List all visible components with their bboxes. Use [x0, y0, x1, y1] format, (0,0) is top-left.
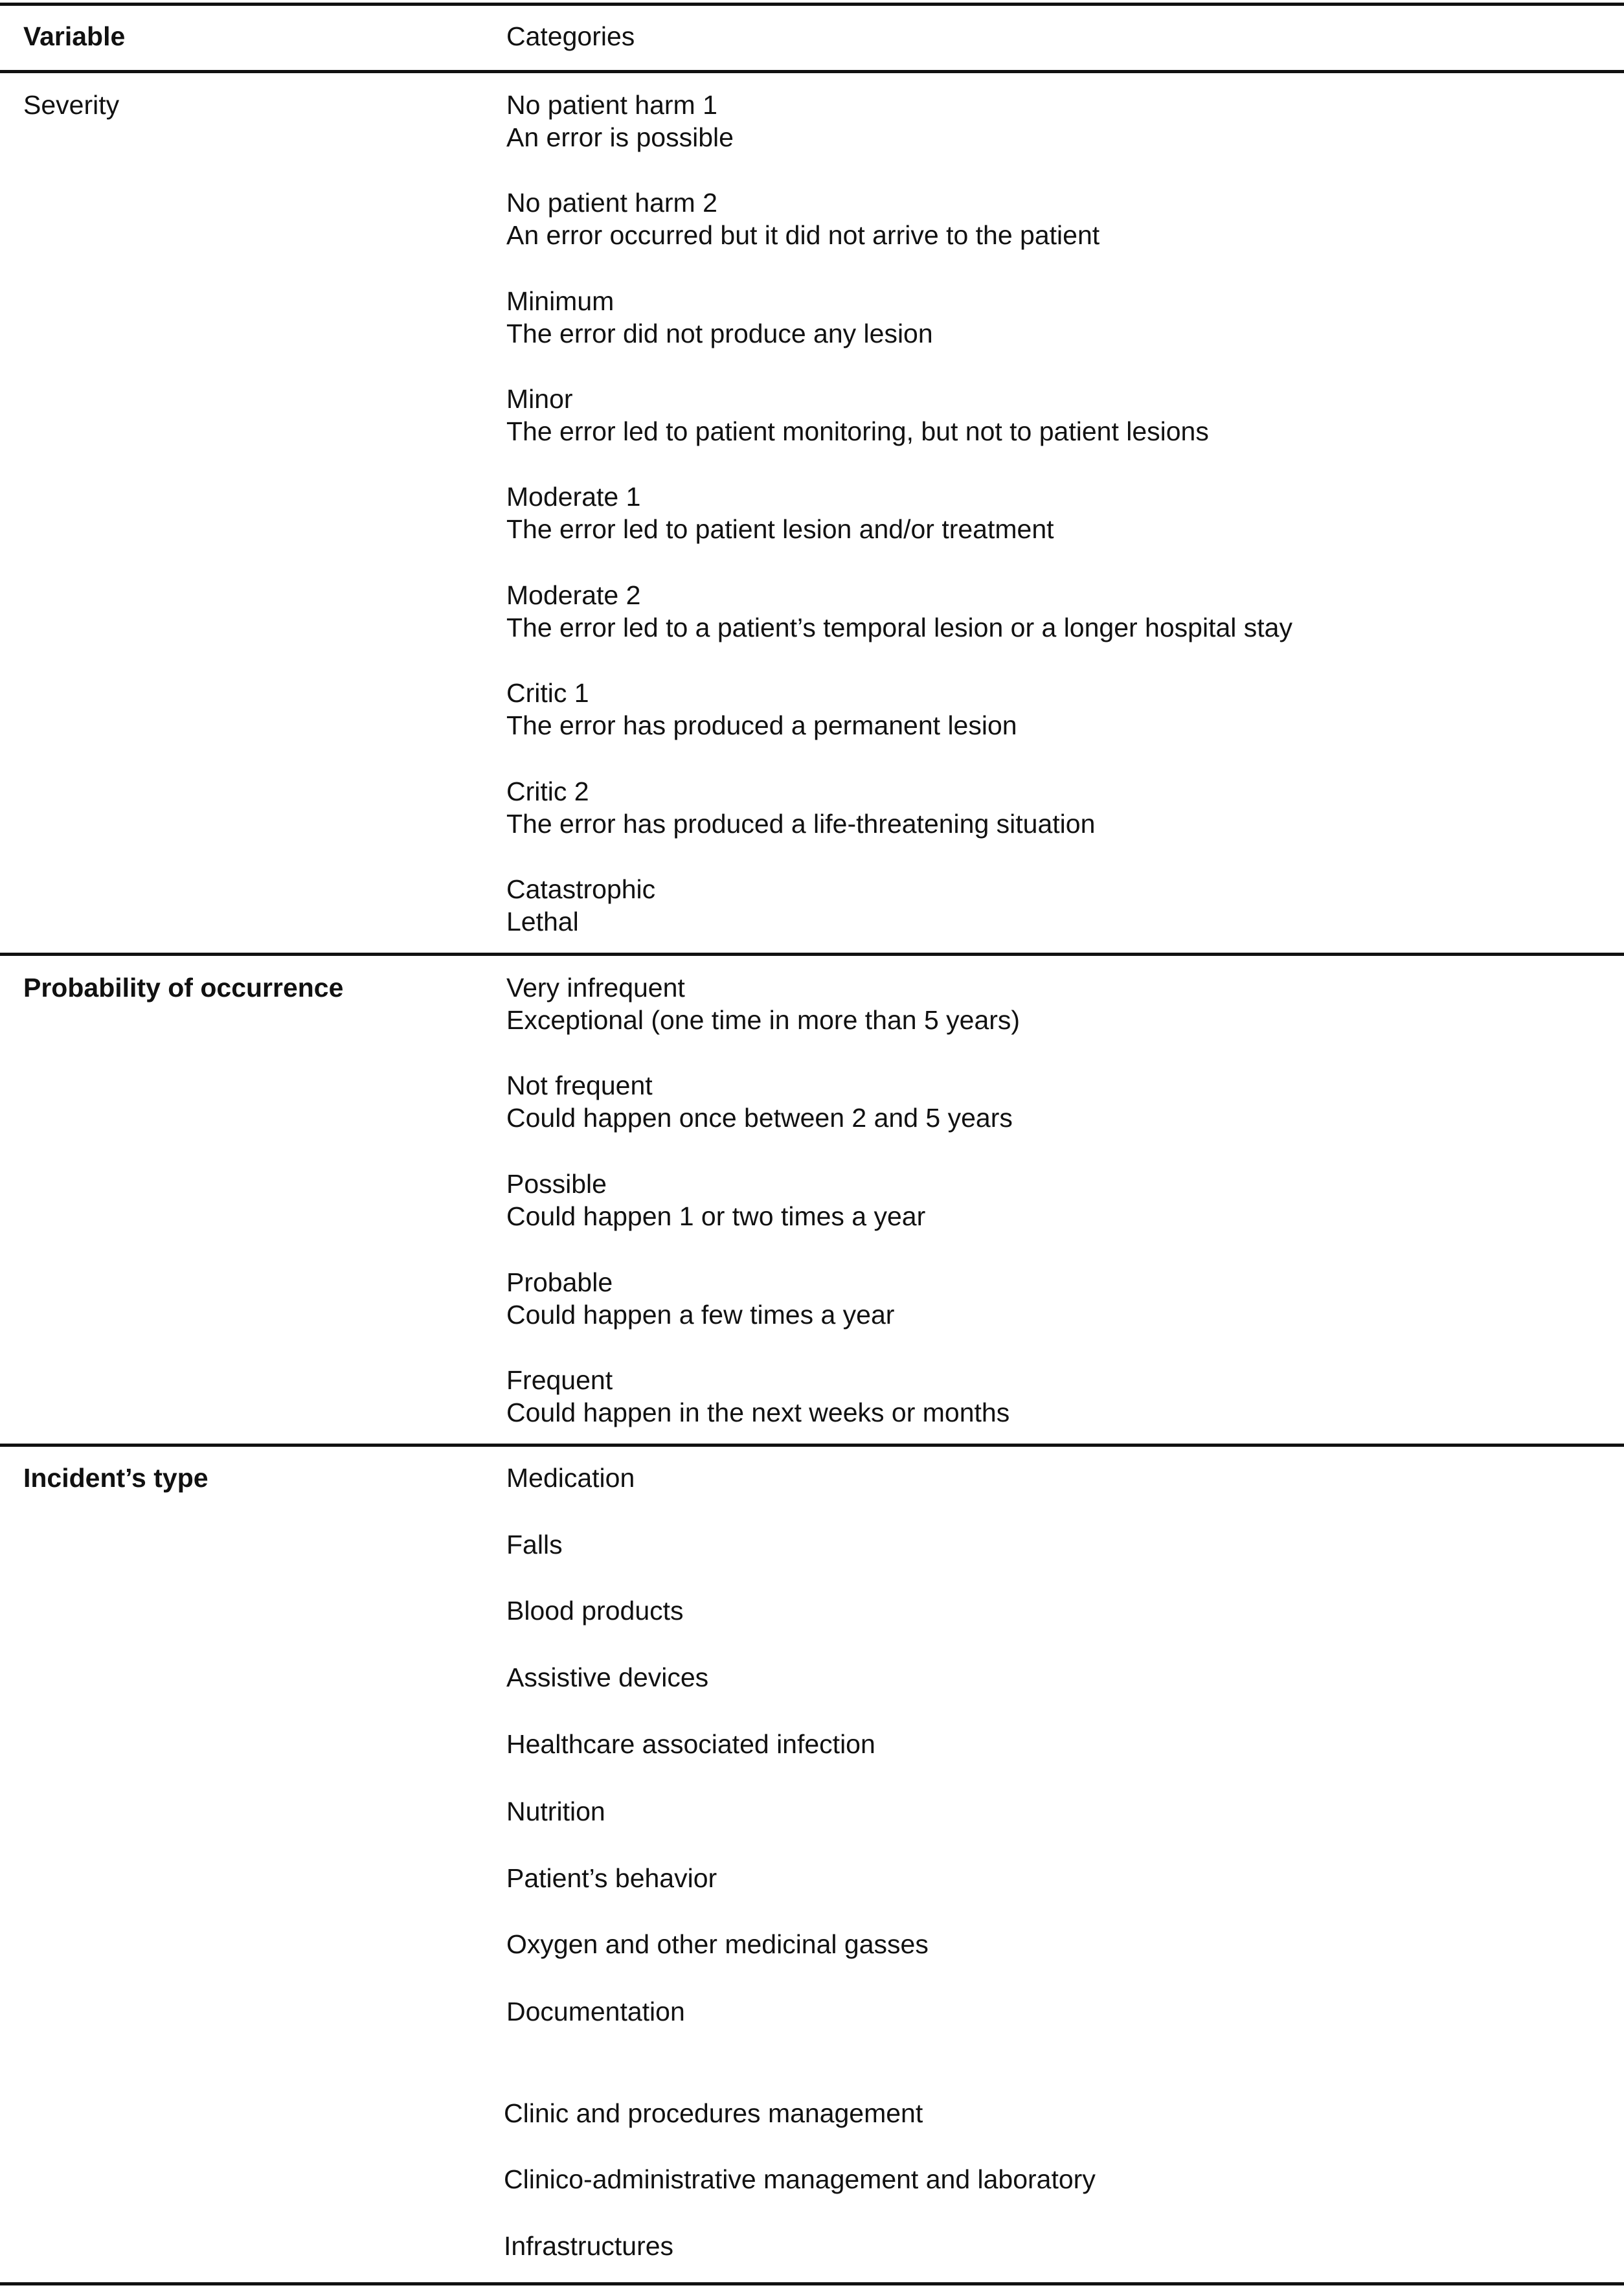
variable-probability: Probability of occurrence — [23, 973, 344, 1003]
category-description: The error has produced a permanent lesion — [506, 710, 1017, 740]
category-item: Blood products — [506, 1596, 684, 1626]
category-item — [506, 579, 1292, 644]
category-item: Medication — [506, 1463, 635, 1493]
category-name: Frequent — [506, 1365, 613, 1395]
category-name: Catastrophic — [506, 874, 656, 904]
top-rule — [0, 3, 1624, 6]
category-item — [506, 677, 1017, 742]
category-name: Very infrequent — [506, 973, 685, 1003]
category-description: The error led to patient monitoring, but not to patient lesions — [506, 416, 1209, 446]
category-item — [506, 775, 1095, 840]
category-name: Minimum — [506, 286, 615, 316]
category-item — [506, 873, 655, 938]
category-description: The error has produced a life-threatening situation — [506, 809, 1096, 839]
variable-severity: Severity — [23, 90, 120, 120]
header-categories: Categories — [506, 21, 635, 51]
category-item — [506, 383, 1209, 448]
category-item — [506, 187, 1100, 251]
category-item: Healthcare associated infection — [506, 1729, 875, 1759]
category-description: The error led to patient lesion and/or treatment — [506, 514, 1054, 544]
category-item: Oxygen and other medicinal gasses — [506, 1929, 929, 1959]
category-name: Probable — [506, 1267, 613, 1297]
category-item: Patient’s behavior — [506, 1863, 717, 1893]
category-name: No patient harm 1 — [506, 90, 717, 120]
category-item: Clinic and procedures management — [504, 2098, 923, 2128]
category-name: No patient harm 2 — [506, 188, 717, 218]
category-description: Could happen in the next weeks or months — [506, 1398, 1010, 1427]
category-description: Could happen 1 or two times a year — [506, 1201, 926, 1231]
category-description: Lethal — [506, 907, 579, 936]
category-item — [506, 285, 933, 350]
category-description: An error is possible — [506, 122, 734, 152]
variable-incident-type: Incident’s type — [23, 1463, 209, 1493]
category-description: An error occurred but it did not arrive to the patient — [506, 220, 1100, 250]
category-name: Not frequent — [506, 1071, 653, 1100]
category-item — [506, 89, 734, 153]
category-item — [506, 481, 1054, 545]
category-description: Could happen a few times a year — [506, 1300, 895, 1330]
category-description: The error did not produce any lesion — [506, 319, 933, 348]
category-item: Documentation — [506, 1997, 685, 2026]
category-item: Nutrition — [506, 1797, 605, 1826]
category-item: Clinico-administrative management and laboratory — [504, 2164, 1096, 2194]
category-item — [506, 1364, 1009, 1429]
category-item — [506, 1168, 925, 1232]
category-item: Infrastructures — [504, 2231, 674, 2261]
category-item — [506, 971, 1020, 1036]
category-description: Exceptional (one time in more than 5 years) — [506, 1005, 1021, 1035]
category-item: Falls — [506, 1530, 563, 1559]
category-name: Critic 1 — [506, 678, 589, 708]
category-name: Moderate 1 — [506, 482, 641, 512]
row-divider-severity — [0, 953, 1624, 956]
category-name: Minor — [506, 384, 573, 414]
category-name: Moderate 2 — [506, 580, 641, 610]
category-description: The error led to a patient’s temporal lesion or a longer hospital stay — [506, 613, 1292, 642]
header-rule — [0, 70, 1624, 73]
header-variable: Variable — [23, 21, 126, 51]
row-divider-probability — [0, 1444, 1624, 1447]
category-item — [506, 1069, 1013, 1134]
category-item: Assistive devices — [506, 1662, 709, 1692]
category-name: Possible — [506, 1169, 607, 1199]
category-name: Critic 2 — [506, 777, 589, 806]
bottom-rule — [0, 2282, 1624, 2285]
category-description: Could happen once between 2 and 5 years — [506, 1103, 1013, 1133]
category-item — [506, 1266, 894, 1331]
